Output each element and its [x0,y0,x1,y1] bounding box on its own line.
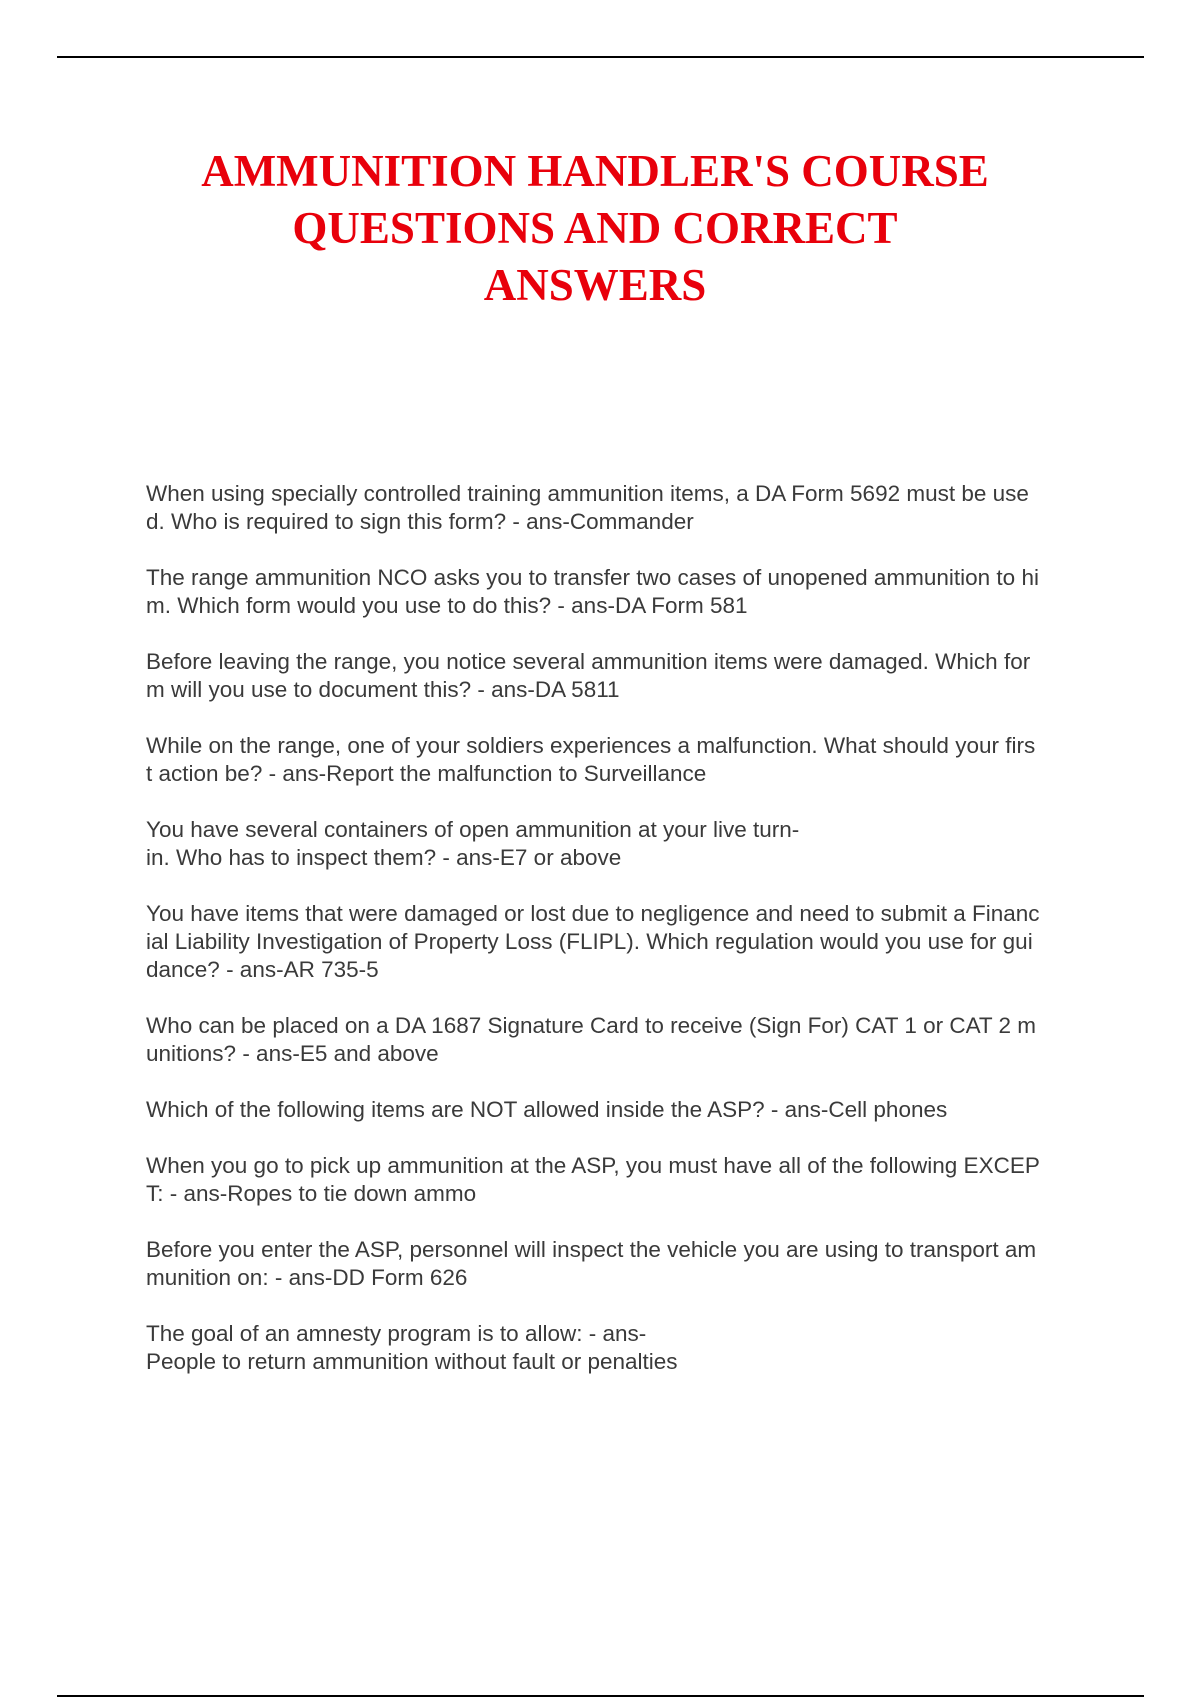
question-answer-line: ial Liability Investigation of Property Loss (FLIPL). Which regulation would you use for gui [146,929,1033,954]
question-answer-line: When you go to pick up ammunition at the ASP, you must have all of the following EXCEP [146,1153,1040,1178]
question-answer-item [146,480,1096,536]
question-answer-line: unitions? - ans-E5 and above [146,1041,439,1066]
question-answer-line: The goal of an amnesty program is to allow: - ans- [146,1321,647,1346]
question-answer-item [146,1012,1096,1068]
question-answer-item [146,1096,1096,1124]
question-answer-line: T: - ans-Ropes to tie down ammo [146,1181,477,1206]
question-answer-line: Which of the following items are NOT allowed inside the ASP? - ans-Cell phones [146,1097,948,1122]
title-line: ANSWERS [483,260,707,310]
question-answer-line: in. Who has to inspect them? - ans-E7 or above [146,845,622,870]
top-divider [57,56,1144,58]
question-answer-list [146,480,1096,1404]
question-answer-item [146,1236,1096,1292]
question-answer-item [146,1152,1096,1208]
question-answer-line: m will you use to document this? - ans-DA 5811 [146,677,620,702]
question-answer-item [146,732,1096,788]
question-answer-line: t action be? - ans-Report the malfunction to Surveillance [146,761,707,786]
question-answer-line: Before you enter the ASP, personnel will inspect the vehicle you are using to transport am [146,1237,1037,1262]
question-answer-item [146,816,1096,872]
question-answer-line: Who can be placed on a DA 1687 Signature Card to receive (Sign For) CAT 1 or CAT 2 m [146,1013,1037,1038]
question-answer-line: munition on: - ans-DD Form 626 [146,1265,468,1290]
question-answer-item [146,564,1096,620]
question-answer-line: When using specially controlled training ammunition items, a DA Form 5692 must be use [146,481,1029,506]
title-line: QUESTIONS AND CORRECT [292,203,898,253]
question-answer-item [146,648,1096,704]
title-line: AMMUNITION HANDLER'S COURSE [201,146,989,196]
document-title [150,143,1040,314]
question-answer-item [146,900,1096,984]
question-answer-line: Before leaving the range, you notice several ammunition items were damaged. Which for [146,649,1031,674]
question-answer-line: dance? - ans-AR 735-5 [146,957,379,982]
question-answer-line: d. Who is required to sign this form? - ans-Commander [146,509,694,534]
question-answer-line: While on the range, one of your soldiers experiences a malfunction. What should your firs [146,733,1036,758]
question-answer-line: You have several containers of open ammunition at your live turn- [146,817,800,842]
question-answer-line: The range ammunition NCO asks you to transfer two cases of unopened ammunition to hi [146,565,1039,590]
question-answer-line: m. Which form would you use to do this? - ans-DA Form 581 [146,593,748,618]
question-answer-item [146,1320,1096,1376]
question-answer-line: You have items that were damaged or lost due to negligence and need to submit a Financ [146,901,1040,926]
bottom-divider [57,1695,1144,1697]
question-answer-line: People to return ammunition without fault or penalties [146,1349,678,1374]
